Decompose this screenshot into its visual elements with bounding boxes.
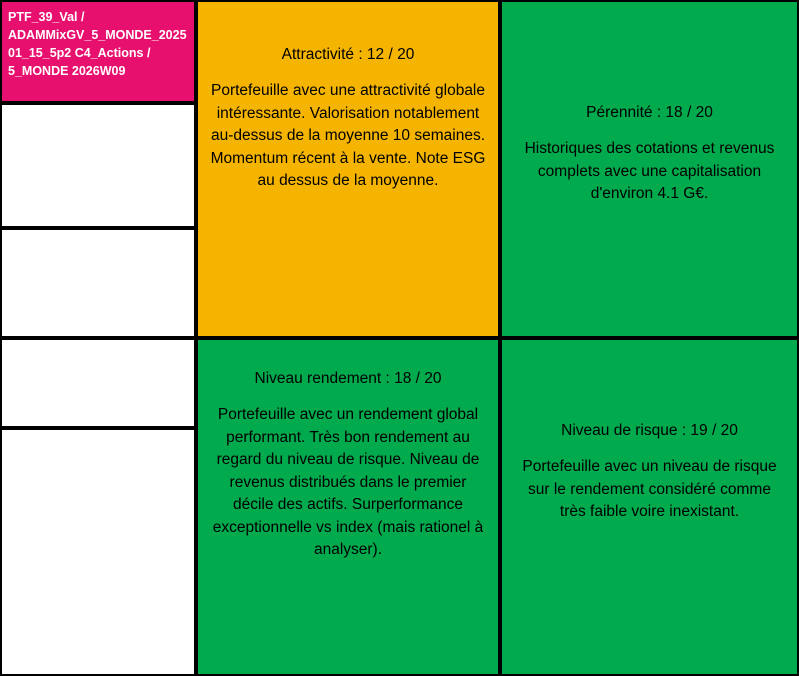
empty-cell-2 [0,228,196,338]
perennite-score: Pérennité : 18 / 20 [586,104,713,121]
rendement-score: Niveau rendement : 18 / 20 [254,370,442,387]
portfolio-title-cell: PTF_39_Val / ADAMMixGV_5_MONDE_202501_15_5p2 C4_Actions / 5_MONDE 2026W09 [0,0,196,103]
risque-score: Niveau de risque : 19 / 20 [561,422,738,439]
risque-panel [500,338,799,676]
risque-description: Portefeuille avec un niveau de risque sur le rendement considéré comme très faible voire inexistant. [522,458,777,521]
perennite-panel [500,0,799,338]
attractivite-description: Portefeuille avec une attractivité globale intéressante. Valorisation notablement au-dessus de la moyenne 10 semaines. Momentum récent à la vente. Note ESG au dessus de la moyenne. [210,82,486,190]
attractivite-score: Attractivité : 12 / 20 [281,46,415,63]
rendement-panel [196,338,500,676]
empty-cell-4 [0,428,196,676]
attractivite-panel [196,0,500,338]
perennite-description: Historiques des cotations et revenus complets avec une capitalisation d'environ 4.1 G€. [524,140,775,203]
rendement-description: Portefeuille avec un rendement global performant. Très bon rendement au regard du niveau de risque. Niveau de revenus distribués dans le premier décile des actifs. Surperformance exceptionnelle vs index (mais rationel à analyser). [212,406,484,559]
empty-cell-3 [0,338,196,428]
empty-cell-1 [0,103,196,228]
